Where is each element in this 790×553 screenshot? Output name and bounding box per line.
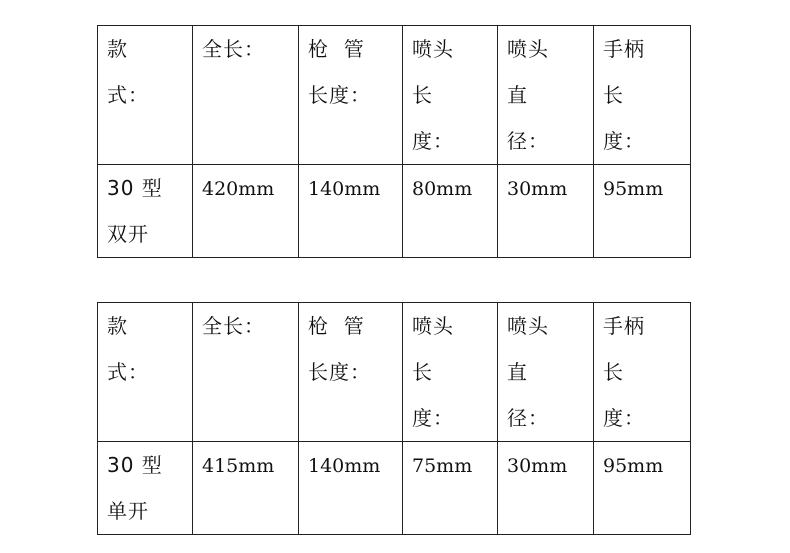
nozzle-length-value: 75mm <box>412 455 473 477</box>
header-line: 枪 管 <box>308 314 365 338</box>
handle-length-value: 95mm <box>603 455 664 477</box>
header-line: 式： <box>107 360 149 384</box>
table-row <box>98 442 691 535</box>
header-line: 直 <box>507 83 528 107</box>
header-line: 喷头 <box>507 37 549 61</box>
header-handle-length <box>594 26 691 165</box>
overall-length-value: 415mm <box>202 455 275 477</box>
header-line: 全长： <box>202 37 265 61</box>
table-row <box>98 165 691 258</box>
model-line: 30 型 <box>107 176 163 200</box>
cell-barrel-length <box>299 165 403 258</box>
cell-overall-length <box>193 165 299 258</box>
header-line: 手柄 <box>603 37 645 61</box>
cell-model <box>98 165 193 258</box>
header-overall-length <box>193 26 299 165</box>
header-line: 度： <box>412 406 454 430</box>
cell-handle-length <box>594 165 691 258</box>
header-line: 款 <box>107 37 128 61</box>
header-line: 手柄 <box>603 314 645 338</box>
header-line: 喷头 <box>412 314 454 338</box>
cell-nozzle-diameter <box>498 165 594 258</box>
nozzle-diameter-value: 30mm <box>507 178 568 200</box>
header-line: 枪 管 <box>308 37 365 61</box>
header-line: 长度： <box>308 83 371 107</box>
header-line: 长 <box>412 83 433 107</box>
overall-length-value: 420mm <box>202 178 275 200</box>
header-row <box>98 303 691 442</box>
cell-nozzle-length <box>403 165 498 258</box>
header-nozzle-length <box>403 303 498 442</box>
header-barrel-length <box>299 303 403 442</box>
spec-table-2 <box>97 302 691 535</box>
cell-barrel-length <box>299 442 403 535</box>
header-line: 度： <box>412 129 454 153</box>
header-line: 度： <box>603 129 645 153</box>
header-handle-length <box>594 303 691 442</box>
model-line: 30 型 <box>107 453 163 477</box>
cell-nozzle-diameter <box>498 442 594 535</box>
header-style <box>98 26 193 165</box>
header-line: 长 <box>603 360 624 384</box>
header-line: 长 <box>412 360 433 384</box>
header-line: 径： <box>507 406 549 430</box>
header-line: 度： <box>603 406 645 430</box>
nozzle-length-value: 80mm <box>412 178 473 200</box>
barrel-length-value: 140mm <box>308 455 381 477</box>
header-barrel-length <box>299 26 403 165</box>
cell-nozzle-length <box>403 442 498 535</box>
cell-handle-length <box>594 442 691 535</box>
cell-model <box>98 442 193 535</box>
header-line: 款 <box>107 314 128 338</box>
header-line: 直 <box>507 360 528 384</box>
header-line: 式： <box>107 83 149 107</box>
barrel-length-value: 140mm <box>308 178 381 200</box>
handle-length-value: 95mm <box>603 178 664 200</box>
header-line: 喷头 <box>412 37 454 61</box>
cell-overall-length <box>193 442 299 535</box>
header-line: 全长： <box>202 314 265 338</box>
header-line: 喷头 <box>507 314 549 338</box>
model-line: 单开 <box>107 499 149 523</box>
header-line: 径： <box>507 129 549 153</box>
header-nozzle-length <box>403 26 498 165</box>
model-line: 双开 <box>107 222 149 246</box>
spec-table-1 <box>97 25 691 258</box>
header-overall-length <box>193 303 299 442</box>
header-style <box>98 303 193 442</box>
header-line: 长度： <box>308 360 371 384</box>
header-row <box>98 26 691 165</box>
header-nozzle-diameter <box>498 26 594 165</box>
nozzle-diameter-value: 30mm <box>507 455 568 477</box>
header-nozzle-diameter <box>498 303 594 442</box>
header-line: 长 <box>603 83 624 107</box>
